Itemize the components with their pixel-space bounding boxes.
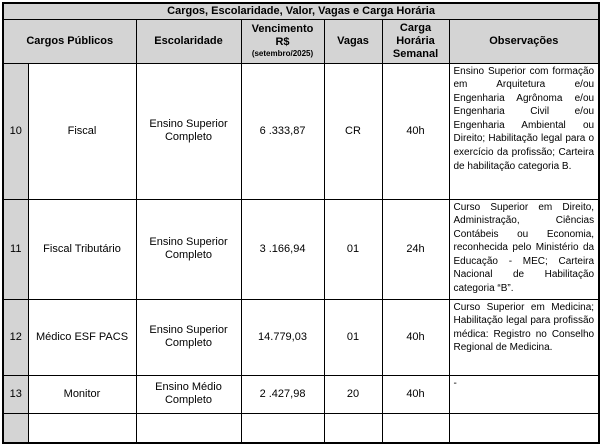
- cell-cargo: Monitor: [28, 375, 136, 413]
- header-carga-horaria: Carga Horária Semanal: [382, 19, 449, 63]
- cell-observacoes: -: [449, 375, 599, 413]
- cell-vencimento: 2 .427,98: [241, 375, 324, 413]
- cell-cargo: Fiscal: [28, 63, 136, 199]
- header-vencimento-line2: R$: [275, 36, 290, 48]
- table-header-row: [3, 19, 599, 63]
- cell-observacoes: Curso Superior em Direito, Administração, Ciências Contábeis ou Economia, reconhecida pelo Ministério da Educação - MEC; Carteira Nacional de Habilitação categoria “B”.: [449, 199, 599, 299]
- table-row: [3, 63, 599, 199]
- cell-carga-horaria: 40h: [382, 375, 449, 413]
- table-row: [3, 299, 599, 375]
- cell-vencimento: 14.779,03: [241, 299, 324, 375]
- header-cargos-publicos: Cargos Públicos: [3, 19, 136, 63]
- cell-vencimento: 6 .333,87: [241, 63, 324, 199]
- cell-vagas: 01: [324, 199, 382, 299]
- cell-carga-horaria: 40h: [382, 63, 449, 199]
- header-observacoes: Observações: [449, 19, 599, 63]
- cell-carga-horaria: 24h: [382, 199, 449, 299]
- cell-escolaridade: Ensino Superior Completo: [136, 63, 241, 199]
- cell-vagas: CR: [324, 63, 382, 199]
- cargos-table: [2, 2, 600, 444]
- header-vagas: Vagas: [324, 19, 382, 63]
- cell-vagas: 20: [324, 375, 382, 413]
- table-title: Cargos, Escolaridade, Valor, Vagas e Carga Horária: [3, 3, 599, 19]
- header-vencimento-line1: Vencimento: [251, 23, 314, 35]
- cell-row-number: 13: [3, 375, 28, 413]
- cell-vencimento: 3 .166,94: [241, 199, 324, 299]
- cell-row-number: 10: [3, 63, 28, 199]
- table-title-row: [3, 3, 599, 19]
- table-row: [3, 199, 599, 299]
- cell-escolaridade: Ensino Médio Completo: [136, 375, 241, 413]
- header-vencimento: [241, 19, 324, 63]
- cell-escolaridade: Ensino Superior Completo: [136, 299, 241, 375]
- cell-row-number: 12: [3, 299, 28, 375]
- cell-escolaridade: Ensino Superior Completo: [136, 199, 241, 299]
- cell-cargo: Médico ESF PACS: [28, 299, 136, 375]
- cell-vagas: 01: [324, 299, 382, 375]
- cell-cargo: Fiscal Tributário: [28, 199, 136, 299]
- header-vencimento-note: (setembro/2025): [251, 49, 314, 58]
- cell-observacoes: Curso Superior em Medicina; Habilitação legal para profissão médica: Registro no Conselho Regional de Medicina.: [449, 299, 599, 375]
- cell-observacoes: Ensino Superior com formação em Arquitetura e/ou Engenharia Agrônoma e/ou Engenharia Civil e/ou Engenharia Ambiental ou Direito; Habilitação legal para o exercício da profissão; Carteira de habilitação categoria B.: [449, 63, 599, 199]
- cell-carga-horaria: 40h: [382, 299, 449, 375]
- cell-row-number: 11: [3, 199, 28, 299]
- header-escolaridade: Escolaridade: [136, 19, 241, 63]
- table-row: [3, 375, 599, 413]
